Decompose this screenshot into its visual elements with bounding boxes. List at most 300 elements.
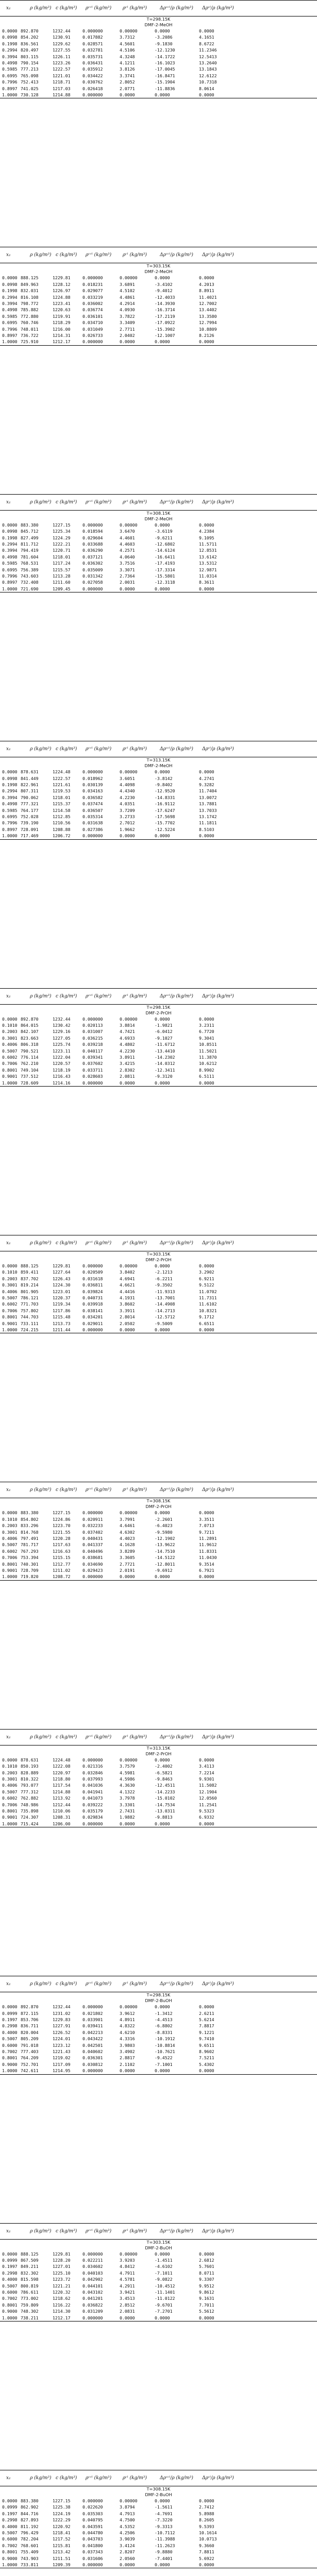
table-cell: 872.115 bbox=[21, 2010, 39, 2016]
table-cell: 0.4000 bbox=[2, 2029, 18, 2035]
table-cell: 1231.02 bbox=[53, 2010, 71, 2016]
table-cell: 0.6000 bbox=[2, 2290, 18, 2295]
table-cell: 0.0000 bbox=[155, 522, 170, 528]
column-header: ρ (kg/m³) bbox=[30, 2476, 52, 2481]
table-cell: 790.154 bbox=[21, 60, 39, 65]
table-cell: 0.000000 bbox=[82, 275, 103, 281]
table-cell: 725.910 bbox=[21, 339, 39, 345]
table-cell: 0.000000 bbox=[82, 2068, 103, 2074]
table-cell: 8.0614 bbox=[199, 86, 214, 91]
table-cell: -9.4522 bbox=[155, 2055, 173, 2061]
table-cell: 1225.74 bbox=[53, 1042, 71, 1047]
table-cell: 0.1010 bbox=[2, 1023, 18, 1028]
table-cell: 0.5007 bbox=[2, 1295, 18, 1300]
table-cell: -13.7001 bbox=[155, 1295, 175, 1300]
table-row bbox=[0, 281, 317, 287]
table-cell: 836.561 bbox=[21, 41, 39, 46]
temperature-label: T=308.15K bbox=[146, 2486, 171, 2492]
table-cell: -6.2211 bbox=[155, 1276, 173, 1281]
table-cell: 4.3248 bbox=[120, 54, 135, 59]
system-label: DMF-2-BuOH bbox=[145, 2492, 172, 2498]
table-row bbox=[0, 1314, 317, 1320]
table-cell: 0.000000 bbox=[82, 1574, 103, 1580]
table-row bbox=[0, 1567, 317, 1573]
table-cell: 4.6210 bbox=[120, 2029, 135, 2035]
table-cell: -11.0122 bbox=[155, 2296, 175, 2301]
table-cell: 11.9612 bbox=[199, 1542, 217, 1548]
table-cell: 0.0000 bbox=[155, 1263, 170, 1269]
column-header: ρᶜᶜˡ (kg/m³) bbox=[86, 1981, 112, 1987]
table-cell: -14.2302 bbox=[155, 1054, 175, 1060]
table-cell: 9.7211 bbox=[199, 1529, 214, 1535]
table-cell: -17.0922 bbox=[155, 320, 175, 326]
table-cell: 0.8997 bbox=[2, 86, 18, 91]
table-row bbox=[0, 1757, 317, 1763]
table-row bbox=[0, 547, 317, 553]
table-row bbox=[0, 2504, 317, 2510]
table-cell: 1220.32 bbox=[53, 2290, 71, 2295]
table-cell: 849.963 bbox=[21, 281, 39, 287]
table-cell: 7.0713 bbox=[199, 1523, 214, 1529]
column-header: x₁ bbox=[6, 1241, 11, 1246]
table-row bbox=[0, 1276, 317, 1282]
table-cell: 0.044780 bbox=[82, 2530, 103, 2536]
table-cell: 0.2994 bbox=[2, 294, 18, 300]
table-cell: 0.9001 bbox=[2, 1815, 18, 1820]
table-cell: 0.036774 bbox=[82, 307, 103, 313]
table-cell: 0.000000 bbox=[82, 2251, 103, 2257]
column-header: c (kg/m³) bbox=[56, 252, 77, 258]
table-cell: 796.429 bbox=[21, 2530, 39, 2536]
table-cell: 4.2506 bbox=[120, 2530, 135, 2536]
table-cell: 0.027058 bbox=[82, 580, 103, 585]
table-cell: 752.413 bbox=[21, 79, 39, 85]
table-cell: 2.7711 bbox=[120, 326, 135, 332]
column-header: Δρᶜˡ/ρ (kg/m³) bbox=[202, 1241, 234, 1246]
column-header-row bbox=[0, 0, 317, 16]
table-cell: 768.531 bbox=[21, 561, 39, 566]
table-cell: 1224.19 bbox=[53, 2511, 71, 2516]
table-cell: 806.318 bbox=[21, 1042, 39, 1047]
table-cell: 721.690 bbox=[21, 586, 39, 591]
table-cell: 0.0000 bbox=[120, 1574, 135, 1580]
column-header: Δρᶜᶜˡ/ρ (kg/m³) bbox=[160, 2228, 193, 2234]
table-cell: -9.8463 bbox=[155, 1776, 173, 1782]
column-header: Δρᶜˡ/ρ (kg/m³) bbox=[202, 6, 234, 11]
table-cell: 9.9301 bbox=[199, 1776, 214, 1782]
table-cell: 1218.01 bbox=[53, 794, 71, 800]
table-row bbox=[0, 326, 317, 332]
table-cell: 1228.12 bbox=[53, 281, 71, 287]
table-cell: 1217.03 bbox=[53, 86, 71, 91]
table-row bbox=[0, 1035, 317, 1041]
table-cell: 0.1997 bbox=[2, 2017, 18, 2023]
table-cell: 1215.48 bbox=[53, 1314, 71, 1320]
table-cell: 11.7404 bbox=[199, 788, 217, 794]
table-cell: -15.7702 bbox=[155, 820, 175, 826]
table-cell: 0.3001 bbox=[2, 1282, 18, 1288]
table-row bbox=[0, 1301, 317, 1307]
table-cell: -15.3902 bbox=[155, 326, 175, 332]
column-header-row bbox=[0, 1729, 317, 1745]
table-cell: 0.0000 bbox=[2, 2498, 18, 2504]
table-cell: 0.1997 bbox=[2, 2511, 18, 2516]
table-cell: -6.0412 bbox=[155, 1029, 173, 1035]
table-block bbox=[0, 988, 317, 1235]
table-cell: 9.5122 bbox=[199, 1282, 214, 1288]
table-cell: 1221.21 bbox=[53, 2283, 71, 2289]
table-cell: 816.108 bbox=[21, 294, 39, 300]
table-cell: 6.5111 bbox=[199, 1074, 214, 1079]
table-cell: 762.210 bbox=[21, 1061, 39, 1066]
table-cell: 0.037121 bbox=[82, 554, 103, 560]
table-cell: 13.6142 bbox=[199, 554, 217, 560]
table-block bbox=[0, 0, 317, 247]
table-cell: 0.000000 bbox=[82, 833, 103, 839]
table-cell: 0.8001 bbox=[2, 1314, 18, 1320]
temperature-label: T=313.15K bbox=[146, 757, 171, 763]
table-cell: 786.121 bbox=[21, 1295, 39, 1300]
table-cell: 0.018962 bbox=[82, 775, 103, 781]
table-cell: -16.6411 bbox=[155, 554, 175, 560]
table-cell: 1229.62 bbox=[53, 41, 71, 46]
table-cell: 8.9902 bbox=[199, 1067, 214, 1073]
table-cell: 0.9000 bbox=[2, 2555, 18, 2561]
table-cell: -14.1722 bbox=[155, 54, 175, 59]
table-cell: 0.036215 bbox=[82, 1035, 103, 1041]
table-cell: 0.042501 bbox=[82, 2042, 103, 2048]
table-cell: 0.8001 bbox=[2, 2549, 18, 2555]
table-row bbox=[0, 1016, 317, 1022]
table-cell: 0.036002 bbox=[82, 300, 103, 306]
table-cell: -1.5611 bbox=[155, 2504, 173, 2510]
table-row bbox=[0, 1776, 317, 1782]
table-cell: 0.0000 bbox=[199, 2251, 214, 2257]
table-cell: 741.025 bbox=[21, 86, 39, 91]
table-cell: 0.0000 bbox=[199, 2068, 214, 2074]
table-block bbox=[0, 741, 317, 988]
table-cell: 4.8322 bbox=[120, 2023, 135, 2029]
table-cell: -3.6119 bbox=[155, 529, 173, 534]
column-header: ρᶜˡ (kg/m³) bbox=[123, 252, 147, 258]
table-cell: 0.7002 bbox=[2, 2543, 18, 2548]
table-row bbox=[0, 794, 317, 801]
table-row bbox=[0, 2530, 317, 2536]
table-cell: 4.4416 bbox=[120, 1289, 135, 1294]
table-cell: -11.9313 bbox=[155, 1289, 175, 1294]
table-cell: 3.3911 bbox=[120, 1308, 135, 1313]
table-cell: 1212.44 bbox=[53, 1802, 71, 1807]
table-cell: 0.038141 bbox=[82, 1308, 103, 1313]
column-header: x₁ bbox=[6, 993, 11, 999]
table-cell: 1.9882 bbox=[120, 1815, 135, 1820]
table-cell: 883.380 bbox=[21, 1510, 39, 1516]
table-cell: 3.3301 bbox=[120, 1802, 135, 1807]
table-cell: 1218.29 bbox=[53, 320, 71, 326]
table-cell: 1217.09 bbox=[53, 2061, 71, 2067]
table-row bbox=[0, 2498, 317, 2504]
table-cell: 753.394 bbox=[21, 1555, 39, 1561]
table-cell: 732.408 bbox=[21, 580, 39, 585]
table-cell: 1224.88 bbox=[53, 294, 71, 300]
table-cell: -14.0312 bbox=[155, 1061, 175, 1066]
table-cell: 0.033688 bbox=[82, 541, 103, 547]
table-row bbox=[0, 54, 317, 60]
table-cell: 850.193 bbox=[21, 1764, 39, 1769]
table-cell: 1220.63 bbox=[53, 307, 71, 313]
table-cell: 0.4000 bbox=[2, 2523, 18, 2529]
table-cell: 11.5711 bbox=[199, 541, 217, 547]
column-header: x₁ bbox=[6, 252, 11, 258]
column-header: ρᶜᶜˡ (kg/m³) bbox=[86, 1487, 112, 1493]
table-cell: 0.000000 bbox=[82, 2498, 103, 2504]
table-cell: 820.497 bbox=[21, 47, 39, 53]
temperature-label: T=303.15K bbox=[146, 2239, 171, 2245]
column-header: x₁ bbox=[6, 2476, 11, 2481]
table-cell: 777.321 bbox=[21, 801, 39, 807]
table-cell: 0.2994 bbox=[2, 788, 18, 794]
table-cell: 4.3316 bbox=[120, 2036, 135, 2042]
table-cell: 0.5007 bbox=[2, 1048, 18, 1054]
table-cell: 0.9001 bbox=[2, 1567, 18, 1573]
table-cell: 0.0000 bbox=[199, 1757, 214, 1762]
table-cell: 4.7500 bbox=[120, 2517, 135, 2523]
table-cell: -4.4513 bbox=[155, 2017, 173, 2023]
table-cell: 3.9039 bbox=[120, 2536, 135, 2542]
table-cell: 2.0031 bbox=[120, 580, 135, 585]
table-cell: 1221.43 bbox=[53, 2048, 71, 2054]
table-cell: -14.3930 bbox=[155, 300, 175, 306]
table-cell: -1.4511 bbox=[155, 2258, 173, 2263]
table-cell: 4.2384 bbox=[199, 529, 214, 534]
column-header-row bbox=[0, 988, 317, 1005]
table-cell: 3.8402 bbox=[120, 1269, 135, 1275]
table-bottom-rule bbox=[0, 1086, 317, 1087]
table-cell: 0.040731 bbox=[82, 1295, 103, 1300]
table-cell: 0.031209 bbox=[82, 2309, 103, 2314]
table-cell: 854.802 bbox=[21, 1516, 39, 1522]
table-cell: 3.9612 bbox=[120, 2010, 135, 2016]
column-header: x₁ bbox=[6, 747, 11, 752]
table-cell: 0.0999 bbox=[2, 2258, 18, 2263]
column-header: ρᶜᶜˡ (kg/m³) bbox=[86, 747, 112, 752]
table-cell: 13.4402 bbox=[199, 307, 217, 313]
table-cell: 0.0000 bbox=[155, 1821, 170, 1826]
table-cell: 4.8412 bbox=[120, 2264, 135, 2269]
table-cell: 11.8331 bbox=[199, 1548, 217, 1554]
table-block bbox=[0, 2223, 317, 2470]
table-cell: 10.0713 bbox=[199, 2536, 217, 2542]
table-cell: 1211.02 bbox=[53, 1567, 71, 1573]
column-header: ρ (kg/m³) bbox=[30, 499, 52, 505]
table-cell: 0.032781 bbox=[82, 47, 103, 53]
table-cell: 0.0000 bbox=[199, 1016, 214, 1022]
table-cell: 0.034690 bbox=[82, 1561, 103, 1567]
table-cell: 1224.86 bbox=[53, 1516, 71, 1522]
table-cell: 0.1010 bbox=[2, 1516, 18, 1522]
table-cell: 1219.91 bbox=[53, 313, 71, 319]
table-row bbox=[0, 28, 317, 34]
table-cell: 1210.06 bbox=[53, 1808, 71, 1814]
column-header: x₁ bbox=[6, 499, 11, 505]
table-cell: 1218.62 bbox=[53, 2296, 71, 2301]
table-cell: 0.6995 bbox=[2, 567, 18, 572]
table-cell: 0.7006 bbox=[2, 1308, 18, 1313]
column-header: x₁ bbox=[6, 1981, 11, 1987]
table-cell: 0.0000 bbox=[155, 586, 170, 591]
table-cell: 1227.64 bbox=[53, 1269, 71, 1275]
table-cell: 0.0000 bbox=[155, 1016, 170, 1022]
table-cell: 1208.72 bbox=[53, 1574, 71, 1580]
table-cell: 1223.01 bbox=[53, 1289, 71, 1294]
table-cell: -9.6701 bbox=[155, 2302, 173, 2308]
table-cell: 0.042902 bbox=[82, 2277, 103, 2282]
table-cell: 785.882 bbox=[21, 307, 39, 313]
table-cell: 3.8794 bbox=[120, 2504, 135, 2510]
table-cell: 5.7601 bbox=[199, 2264, 214, 2269]
table-cell: -4.6102 bbox=[155, 2264, 173, 2269]
column-header: c (kg/m³) bbox=[56, 1241, 77, 1246]
table-cell: 0.0000 bbox=[2, 1757, 18, 1762]
table-cell: 1225.34 bbox=[53, 529, 71, 534]
table-cell: 0.021316 bbox=[82, 1764, 103, 1769]
table-cell: 1211.60 bbox=[53, 580, 71, 585]
system-label: DMF-2-MeOH bbox=[144, 269, 173, 275]
table-cell: 11.0314 bbox=[199, 573, 217, 579]
table-cell: -9.3502 bbox=[155, 1282, 173, 1288]
table-cell: 0.033219 bbox=[82, 294, 103, 300]
table-cell: 0.00000 bbox=[120, 2251, 138, 2257]
table-cell: 9.1095 bbox=[199, 535, 214, 540]
table-cell: 1215.57 bbox=[53, 567, 71, 572]
table-cell: 0.5985 bbox=[2, 66, 18, 72]
table-cell: 4.1651 bbox=[199, 35, 214, 40]
table-cell: 0.039341 bbox=[82, 1054, 103, 1060]
table-cell: 1220.28 bbox=[53, 1536, 71, 1541]
table-cell: -7.1001 bbox=[155, 2061, 173, 2067]
table-cell: 0.00000 bbox=[120, 1016, 138, 1022]
table-cell: 3.3071 bbox=[120, 567, 135, 572]
table-cell: 814.768 bbox=[21, 1529, 39, 1535]
table-cell: 0.000000 bbox=[82, 2004, 103, 2010]
table-cell: 11.0702 bbox=[199, 1289, 217, 1294]
table-cell: 0.029077 bbox=[82, 288, 103, 294]
table-cell: 733.111 bbox=[21, 1320, 39, 1326]
table-row bbox=[0, 1802, 317, 1808]
column-header: x₁ bbox=[6, 6, 11, 11]
table-cell: 0.4006 bbox=[2, 1783, 18, 1788]
table-cell: 4.2013 bbox=[199, 281, 214, 287]
column-header: ρ (kg/m³) bbox=[30, 1487, 52, 1493]
table-cell: 4.2914 bbox=[120, 300, 135, 306]
table-cell: 0.000000 bbox=[82, 1821, 103, 1826]
table-cell: 742.611 bbox=[21, 2068, 39, 2074]
table-cell: 820.004 bbox=[21, 2029, 39, 2035]
table-cell: 1229.83 bbox=[53, 2017, 71, 2023]
column-header: Δρᶜᶜˡ/ρ (kg/m³) bbox=[160, 747, 193, 752]
table-row bbox=[0, 92, 317, 98]
table-cell: 1218.01 bbox=[53, 554, 71, 560]
table-cell: 0.1010 bbox=[2, 1269, 18, 1275]
table-cell: 845.712 bbox=[21, 529, 39, 534]
table-row bbox=[0, 47, 317, 53]
column-header: ρᶜᶜˡ (kg/m³) bbox=[86, 6, 112, 11]
table-cell: -12.5224 bbox=[155, 826, 175, 832]
table-cell: 0.032846 bbox=[82, 1770, 103, 1775]
table-cell: -12.1902 bbox=[155, 1536, 175, 1541]
table-cell: 9.3307 bbox=[199, 2277, 214, 2282]
table-row bbox=[0, 2315, 317, 2321]
table-cell: 12.7994 bbox=[199, 320, 217, 326]
column-header: ρᶜᶜˡ (kg/m³) bbox=[86, 993, 112, 999]
table-cell: 0.8001 bbox=[2, 1808, 18, 1814]
table-cell: 0.035912 bbox=[82, 66, 103, 72]
table-cell: -9.8880 bbox=[155, 2549, 173, 2555]
table-cell: 1232.44 bbox=[53, 1016, 71, 1022]
table-cell: 0.0000 bbox=[155, 2562, 170, 2567]
column-header-row bbox=[0, 1976, 317, 1992]
table-cell: -14.5122 bbox=[155, 1555, 175, 1561]
table-cell: 0.039824 bbox=[82, 1289, 103, 1294]
table-cell: 0.0000 bbox=[120, 1080, 135, 1086]
table-cell: 748.986 bbox=[21, 1802, 39, 1807]
table-cell: 0.00000 bbox=[120, 2004, 138, 2010]
table-cell: 0.029423 bbox=[82, 1567, 103, 1573]
table-row bbox=[0, 554, 317, 560]
table-cell: 0.037402 bbox=[82, 1529, 103, 1535]
table-cell: -6.5821 bbox=[155, 1770, 173, 1775]
table-cell: 2.7721 bbox=[120, 1561, 135, 1567]
table-cell: 0.0000 bbox=[120, 2315, 135, 2320]
table-cell: 1212.85 bbox=[53, 814, 71, 819]
table-cell: -12.1007 bbox=[155, 332, 175, 338]
table-cell: 4.4098 bbox=[120, 782, 135, 787]
table-cell: 0.0000 bbox=[2, 2251, 18, 2257]
table-cell: 1214.95 bbox=[53, 2068, 71, 2074]
table-cell: 827.499 bbox=[21, 535, 39, 540]
table-cell: 819.214 bbox=[21, 1282, 39, 1288]
table-cell: 755.409 bbox=[21, 2549, 39, 2555]
table-cell: 752.028 bbox=[21, 814, 39, 819]
table-cell: 1.0000 bbox=[2, 92, 18, 97]
column-header: Δρᶜˡ/ρ (kg/m³) bbox=[202, 993, 234, 999]
table-cell: 3.8814 bbox=[120, 1023, 135, 1028]
table-cell: 12.6122 bbox=[199, 73, 217, 78]
table-cell: 4.3630 bbox=[120, 1783, 135, 1788]
column-header: Δρᶜˡ/ρ (kg/m³) bbox=[202, 1487, 234, 1493]
table-cell: 854.202 bbox=[21, 35, 39, 40]
table-cell: 5.4302 bbox=[199, 2061, 214, 2067]
table-cell: 11.6102 bbox=[199, 1301, 217, 1307]
table-cell: 0.036302 bbox=[82, 561, 103, 566]
table-cell: 1209.39 bbox=[53, 2562, 71, 2567]
table-cell: 0.6002 bbox=[2, 1548, 18, 1554]
table-cell: 4.7911 bbox=[120, 2270, 135, 2276]
column-header: ρ (kg/m³) bbox=[30, 252, 52, 258]
table-cell: 3.3409 bbox=[120, 320, 135, 326]
table-cell: 0.040496 bbox=[82, 1548, 103, 1554]
table-row bbox=[0, 2042, 317, 2048]
column-header: ρᶜˡ (kg/m³) bbox=[123, 747, 147, 752]
table-row bbox=[0, 567, 317, 573]
column-header: c (kg/m³) bbox=[56, 1734, 77, 1740]
column-header: Δρᶜˡ/ρ (kg/m³) bbox=[202, 499, 234, 505]
table-cell: 0.0000 bbox=[199, 2004, 214, 2010]
table-cell: 0.040103 bbox=[82, 2270, 103, 2276]
table-cell: 4.7421 bbox=[120, 1029, 135, 1035]
table-block bbox=[0, 1482, 317, 1728]
table-cell: 888.125 bbox=[21, 275, 39, 281]
